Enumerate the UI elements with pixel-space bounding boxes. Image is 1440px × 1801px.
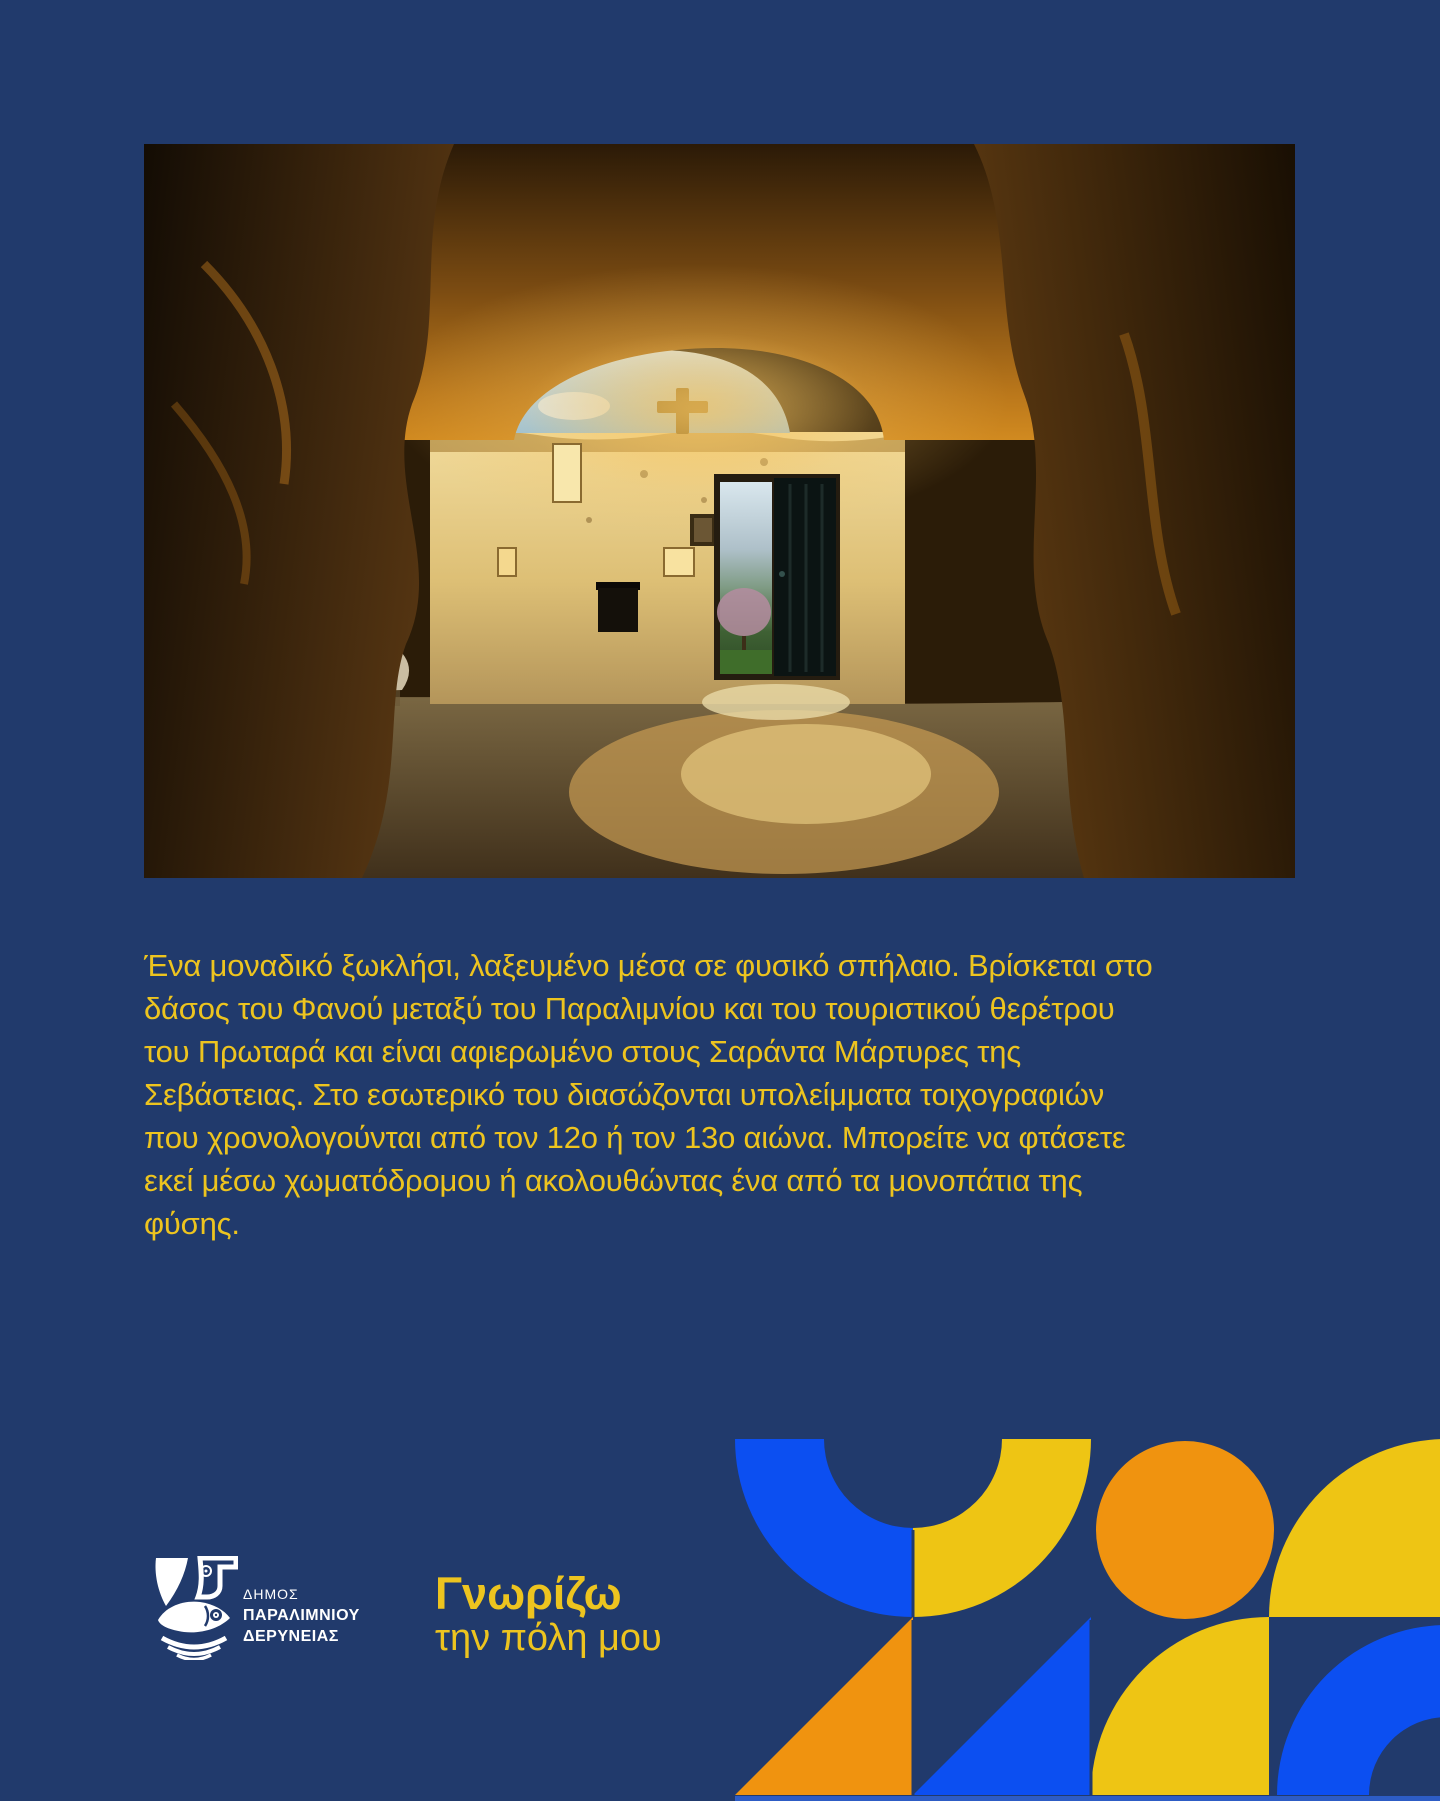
pattern-quarter-annulus-blue	[735, 1439, 913, 1617]
paragraph-line: δάσος του Φανού μεταξύ του Παραλιμνίου και του τουριστικού θερέτρου	[144, 991, 1115, 1026]
photo-cave-chapel	[144, 144, 1295, 878]
pattern-quarter-disc-yellow-bottom	[1091, 1617, 1269, 1795]
geometric-pattern	[0, 1230, 1440, 1801]
pattern-bottom-strip	[735, 1796, 1440, 1801]
paragraph-line: Ένα μοναδικό ξωκλήσι, λαξευμένο μέσα σε φυσικό σπήλαιο. Βρίσκεται στο	[144, 948, 1153, 983]
open-door	[714, 474, 840, 680]
pattern-quarter-annulus-blue-corner	[1277, 1625, 1440, 1795]
pattern-quarter-annulus-yellow	[913, 1439, 1091, 1617]
paragraph-line: Σεβάστειας. Στο εσωτερικό του διασώζονται υπολείμματα τοιχογραφιών	[144, 1077, 1105, 1112]
pattern-triangle-orange	[735, 1617, 913, 1795]
paragraph-line: εκεί μέσω χωματόδρομου ή ακολουθώντας ένα από τα μονοπάτια της	[144, 1163, 1083, 1198]
brand-subtitle: την πόλη μου	[435, 1617, 662, 1659]
logo-line-deryneias: ΔΕΡΥΝΕΙΑΣ	[243, 1628, 339, 1645]
paragraph-line: φύσης.	[144, 1206, 240, 1241]
paragraph-line: που χρονολογούνται από τον 12ο ή τον 13ο αιώνα. Μπορείτε να φτάσετε	[144, 1120, 1126, 1155]
paragraph-line: του Πρωταρά και είναι αφιερωμένο στους Σαράντα Μάρτυρες της	[144, 1034, 1022, 1069]
logo-line-paralimniou: ΠΑΡΑΛΙΜΝΙΟΥ	[243, 1607, 360, 1624]
logo-line-dimos: ΔΗΜΟΣ	[243, 1586, 299, 1602]
description-paragraph	[144, 944, 1164, 1245]
brand-title: Γνωρίζω	[435, 1568, 622, 1619]
pattern-triangle-blue	[913, 1617, 1091, 1795]
pattern-quarter-disc-yellow-top	[1269, 1439, 1440, 1617]
pattern-circle-orange	[1096, 1441, 1274, 1619]
cave-chapel-illustration	[144, 144, 1295, 878]
